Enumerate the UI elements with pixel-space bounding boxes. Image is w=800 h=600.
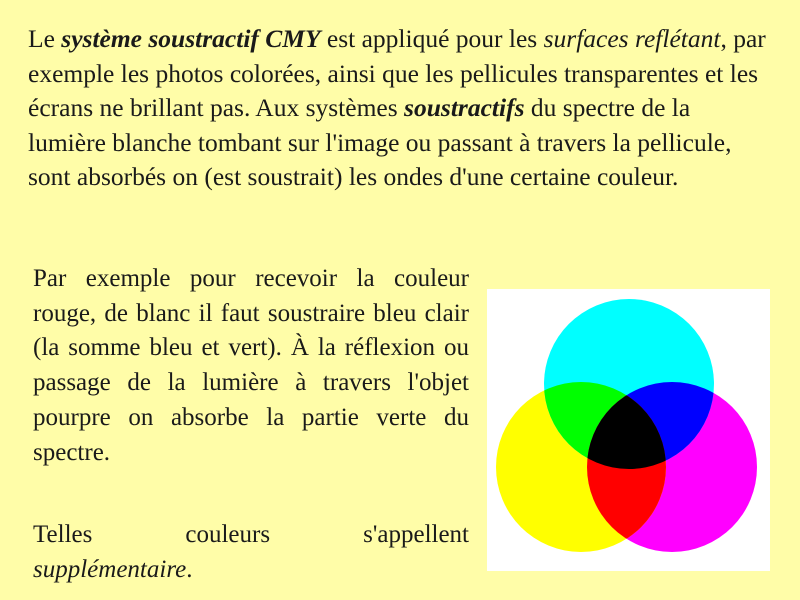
intro-paragraph [28,22,768,195]
term-reflecting-surfaces: surfaces reflétant [543,24,721,53]
naming-period: . [186,555,193,583]
term-cmy-system: système soustractif CMY [61,24,321,53]
naming-text: Telles couleurs s'appellent [33,521,469,548]
naming-paragraph [33,518,469,587]
term-supplementary: supplémentaire [33,555,187,583]
intro-text-5: , par exemple les photos colorées, ainsi que les pellicules transparentes et les écrans ne brillant pas. Aux systèmes [28,24,766,123]
cmy-venn-svg [487,289,770,571]
intro-text-7: du spectre de la lumière blanche tombant sur l'image ou passant à travers la pellicule, sont absorbés on (est soustrait) les ondes d'une certaine couleur. [28,93,732,192]
intro-text-3: est appliqué pour les [320,24,544,53]
intro-text-1: Le [28,24,62,53]
cmy-color-diagram [487,289,770,571]
term-subtractive: soustractifs [404,93,525,123]
example-paragraph: Par exemple pour recevoir la couleur rouge, de blanc il faut soustraire bleu clair (la somme bleu et vert). À la réflexion ou passage de la lumière à travers l'objet pourpre on absorbe la partie verte du spectre. [33,265,469,466]
